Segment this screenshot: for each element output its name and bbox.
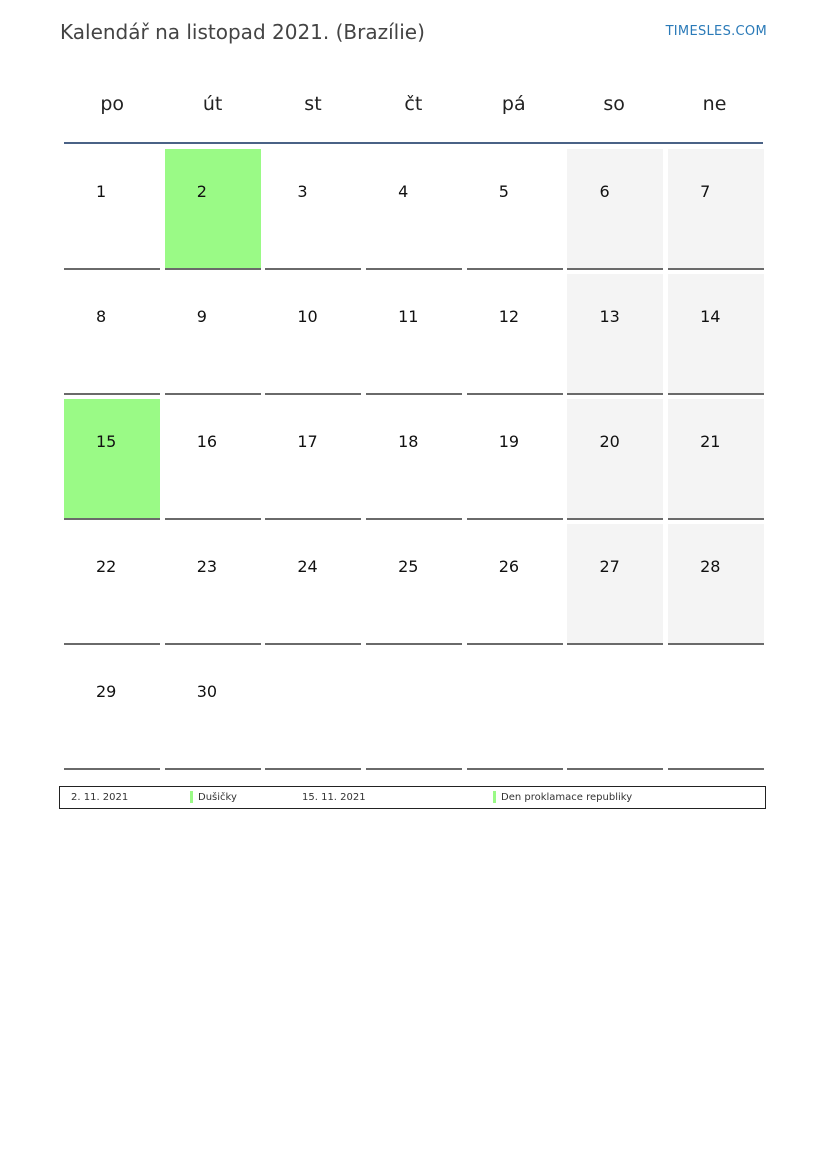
header-divider — [64, 142, 763, 144]
weekday-label: st — [304, 93, 322, 115]
legend-color-marker — [190, 791, 193, 803]
day-cell[interactable] — [64, 274, 160, 395]
day-cell[interactable] — [265, 274, 361, 395]
day-cell[interactable] — [366, 274, 462, 395]
empty-day-cell — [668, 649, 764, 770]
day-cell[interactable] — [467, 274, 563, 395]
day-number: 5 — [498, 182, 509, 201]
day-number: 11 — [398, 307, 419, 326]
day-cell[interactable] — [467, 149, 563, 270]
day-cell[interactable] — [64, 649, 160, 770]
day-cell[interactable] — [366, 399, 462, 520]
empty-day-cell — [567, 649, 663, 770]
calendar-grid — [64, 149, 764, 770]
day-cell[interactable] — [265, 524, 361, 645]
day-cell[interactable] — [64, 149, 160, 270]
day-number: 19 — [498, 432, 520, 451]
day-number: 15 — [96, 432, 117, 451]
day-number: 26 — [498, 557, 520, 576]
day-number: 20 — [599, 432, 620, 451]
day-number: 22 — [96, 557, 117, 576]
weekday-label: čt — [404, 93, 423, 115]
day-cell[interactable] — [467, 524, 563, 645]
day-number: 6 — [599, 182, 610, 201]
empty-day-cell — [366, 649, 462, 770]
legend-date: 2. 11. 2021 — [71, 792, 129, 803]
day-cell[interactable] — [165, 524, 261, 645]
weekday-label: út — [202, 93, 223, 115]
day-number: 3 — [297, 182, 308, 201]
day-cell[interactable] — [165, 274, 261, 395]
day-number: 25 — [398, 557, 419, 576]
page-title: Kalendář na listopad 2021. (Brazílie) — [60, 20, 425, 44]
empty-day-cell — [467, 649, 563, 770]
legend-color-marker — [493, 791, 496, 803]
day-number: 1 — [96, 182, 107, 201]
legend-holiday-name: Dušičky — [198, 792, 237, 803]
day-cell[interactable] — [668, 399, 764, 520]
day-number: 23 — [196, 557, 218, 576]
brand-link[interactable]: TIMESLES.COM — [665, 24, 767, 39]
day-number: 14 — [700, 307, 721, 326]
day-number: 13 — [599, 307, 620, 326]
day-number: 18 — [398, 432, 419, 451]
day-cell[interactable] — [567, 524, 663, 645]
day-cell[interactable] — [668, 524, 764, 645]
day-cell[interactable] — [668, 274, 764, 395]
day-cell[interactable] — [366, 149, 462, 270]
legend-date: 15. 11. 2021 — [302, 792, 366, 803]
day-number: 30 — [196, 682, 218, 701]
day-cell[interactable] — [64, 399, 160, 520]
holiday-legend — [59, 786, 766, 809]
day-number: 8 — [96, 307, 107, 326]
day-cell[interactable] — [165, 399, 261, 520]
day-number: 9 — [196, 307, 207, 326]
day-cell[interactable] — [467, 399, 563, 520]
day-cell[interactable] — [165, 649, 261, 770]
day-cell[interactable] — [265, 399, 361, 520]
day-number: 7 — [700, 182, 711, 201]
weekday-label: ne — [702, 93, 727, 115]
day-number: 21 — [700, 432, 721, 451]
day-cell[interactable] — [567, 399, 663, 520]
day-cell[interactable] — [668, 149, 764, 270]
day-cell[interactable] — [265, 149, 361, 270]
day-number: 4 — [398, 182, 409, 201]
day-number: 12 — [498, 307, 520, 326]
weekday-header-row — [62, 80, 765, 128]
day-cell[interactable] — [165, 149, 261, 270]
weekday-label: po — [100, 93, 125, 115]
day-cell[interactable] — [567, 149, 663, 270]
day-cell[interactable] — [567, 274, 663, 395]
day-number: 24 — [297, 557, 318, 576]
weekday-label: so — [603, 93, 625, 115]
legend-holiday-name: Den proklamace republiky — [501, 792, 633, 803]
day-cell[interactable] — [366, 524, 462, 645]
empty-day-cell — [265, 649, 361, 770]
day-number: 28 — [700, 557, 721, 576]
day-number: 27 — [599, 557, 620, 576]
day-number: 29 — [96, 682, 117, 701]
day-number: 16 — [196, 432, 218, 451]
weekday-label: pá — [501, 93, 526, 115]
day-number: 2 — [196, 182, 207, 201]
day-cell[interactable] — [64, 524, 160, 645]
day-number: 17 — [297, 432, 318, 451]
day-number: 10 — [297, 307, 318, 326]
